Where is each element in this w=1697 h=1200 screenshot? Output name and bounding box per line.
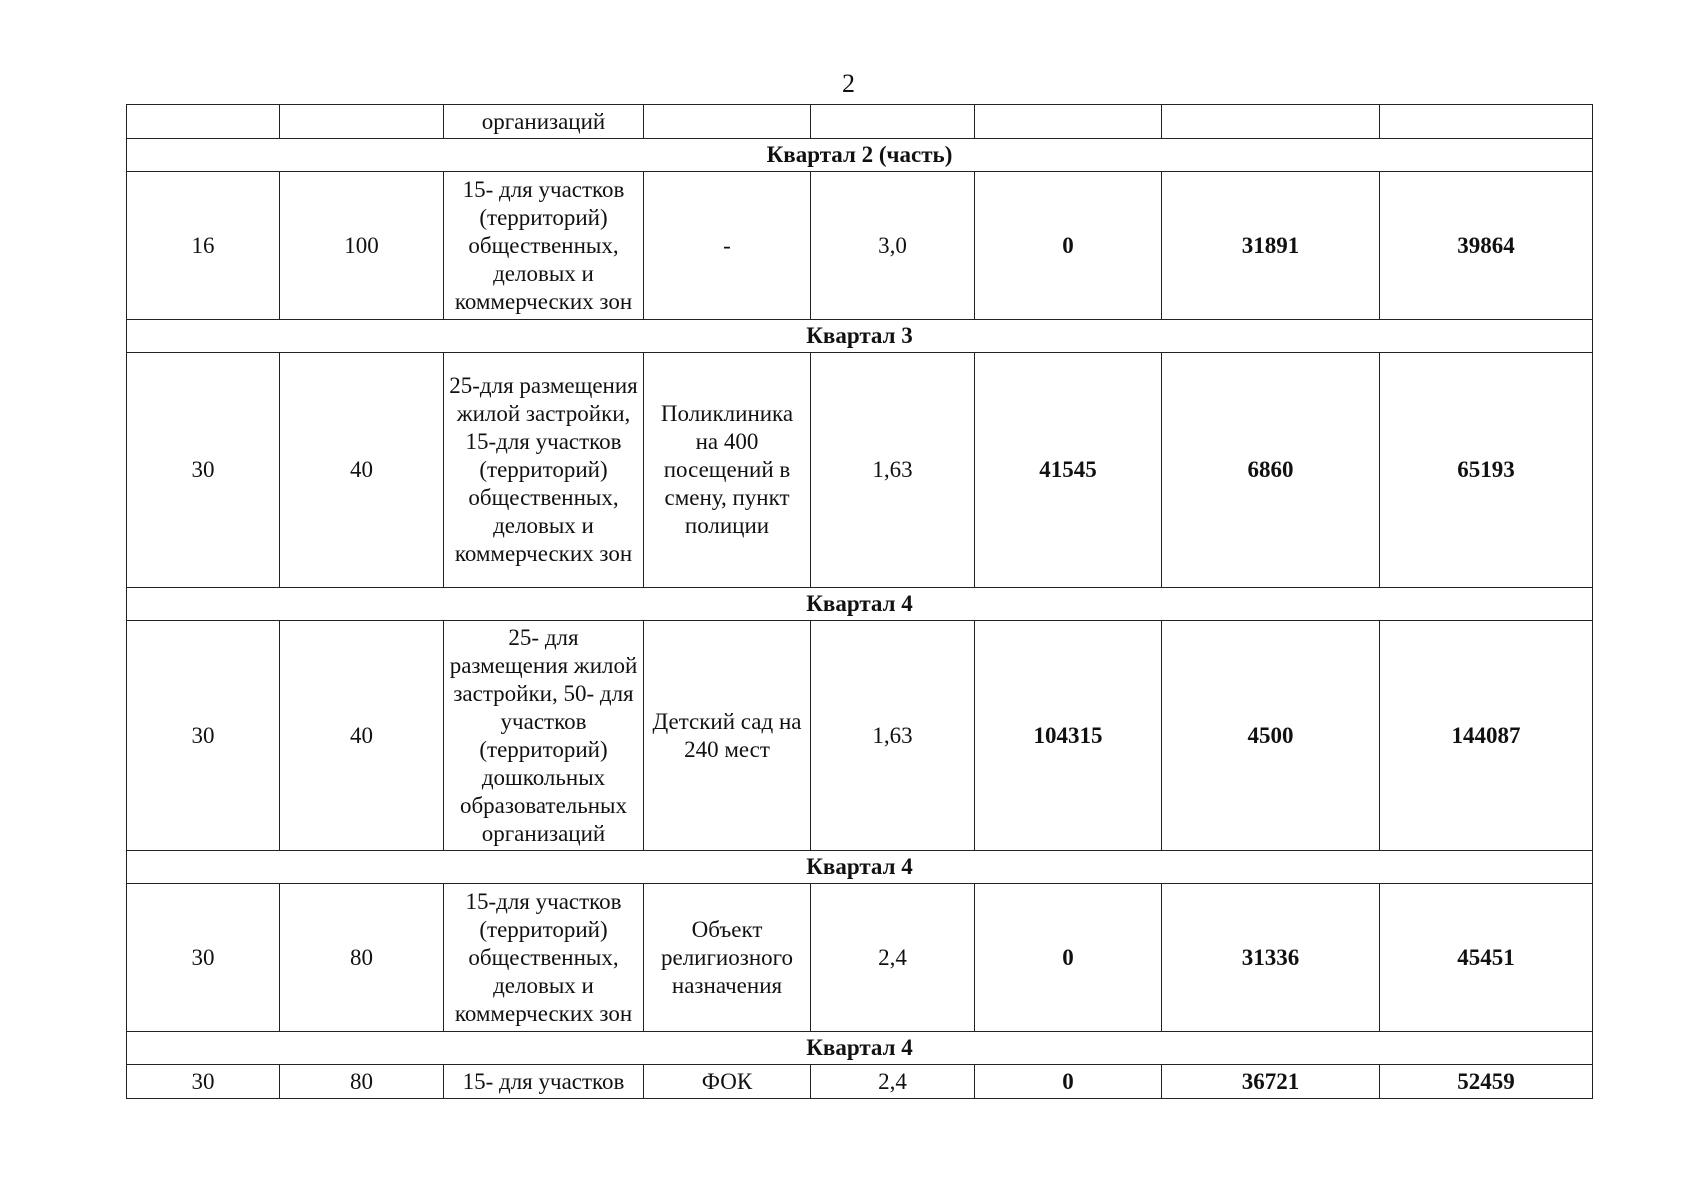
table-cell: организаций <box>444 105 644 139</box>
table-cell: 15- для участков (территорий) общественных, деловых и коммерческих зон <box>444 172 644 320</box>
table-cell: 30 <box>127 884 280 1032</box>
section-title: Квартал 4 <box>127 588 1593 621</box>
table-cell: 0 <box>975 172 1162 320</box>
table-cell: 2,4 <box>811 884 975 1032</box>
table-cell: 39864 <box>1380 172 1593 320</box>
table-cell: 30 <box>127 353 280 588</box>
section-row <box>127 588 1593 621</box>
table-row <box>127 884 1593 1032</box>
table-cell <box>811 105 975 139</box>
table-cell: 104315 <box>975 621 1162 851</box>
section-row <box>127 139 1593 172</box>
table-row <box>127 1065 1593 1099</box>
table-cell <box>975 105 1162 139</box>
table-row <box>127 172 1593 320</box>
table-cell: 0 <box>975 1065 1162 1099</box>
table-row <box>127 621 1593 851</box>
table-cell: 65193 <box>1380 353 1593 588</box>
table-cell <box>1162 105 1380 139</box>
table-cell: 1,63 <box>811 621 975 851</box>
table-cell: 100 <box>280 172 444 320</box>
table-cell: 30 <box>127 621 280 851</box>
table-cell: 16 <box>127 172 280 320</box>
table-cell: Объект религиозного назначения <box>644 884 811 1032</box>
table-cell <box>127 105 280 139</box>
table-cell: 52459 <box>1380 1065 1593 1099</box>
table-cell: 15- для участков <box>444 1065 644 1099</box>
table-cell: 80 <box>280 884 444 1032</box>
table-cell: 1,63 <box>811 353 975 588</box>
table-cell: 40 <box>280 353 444 588</box>
table-cell: 31891 <box>1162 172 1380 320</box>
table-cell: 15-для участков (территорий) общественных, деловых и коммерческих зон <box>444 884 644 1032</box>
table-cell: ФОК <box>644 1065 811 1099</box>
table-cell: 40 <box>280 621 444 851</box>
section-row <box>127 320 1593 353</box>
table-cell: 2,4 <box>811 1065 975 1099</box>
table-cell: 4500 <box>1162 621 1380 851</box>
table-cell: Поликлиника на 400 посещений в смену, пункт полиции <box>644 353 811 588</box>
table-cell <box>280 105 444 139</box>
table-row <box>127 105 1593 139</box>
table-cell: 0 <box>975 884 1162 1032</box>
table-cell: 80 <box>280 1065 444 1099</box>
page-number: 2 <box>842 69 855 98</box>
table-cell: Детский сад на 240 мест <box>644 621 811 851</box>
section-row <box>127 1032 1593 1065</box>
section-title: Квартал 4 <box>127 851 1593 884</box>
table-cell: 45451 <box>1380 884 1593 1032</box>
data-table <box>126 104 1593 1099</box>
table-cell <box>644 105 811 139</box>
section-row <box>127 851 1593 884</box>
section-title: Квартал 4 <box>127 1032 1593 1065</box>
table-cell: 3,0 <box>811 172 975 320</box>
table-row <box>127 353 1593 588</box>
table-cell: 31336 <box>1162 884 1380 1032</box>
table-cell <box>1380 105 1593 139</box>
table-cell: 6860 <box>1162 353 1380 588</box>
table-cell: 41545 <box>975 353 1162 588</box>
table-cell: 30 <box>127 1065 280 1099</box>
table-cell: 36721 <box>1162 1065 1380 1099</box>
table-cell: 25- для размещения жилой застройки, 50- для участков (территорий) дошкольных образовательных организаций <box>444 621 644 851</box>
section-title: Квартал 2 (часть) <box>127 139 1593 172</box>
table-cell: 144087 <box>1380 621 1593 851</box>
section-title: Квартал 3 <box>127 320 1593 353</box>
table-cell: - <box>644 172 811 320</box>
table-cell: 25-для размещения жилой застройки, 15-для участков (территорий) общественных, деловых и коммерческих зон <box>444 353 644 588</box>
